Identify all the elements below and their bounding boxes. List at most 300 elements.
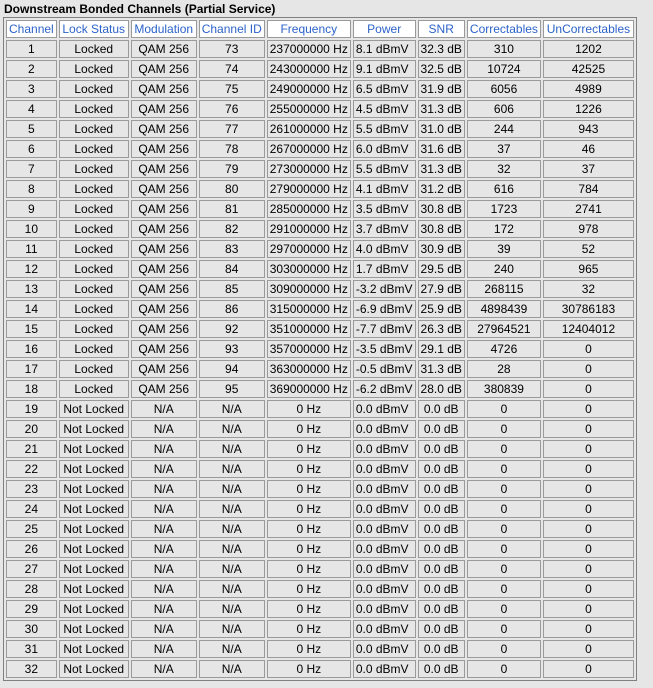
modulation-cell: QAM 256 xyxy=(131,120,197,138)
channel-id-cell: N/A xyxy=(199,420,265,438)
frequency-cell: 279000000 Hz xyxy=(267,180,351,198)
channel-cell: 7 xyxy=(6,160,57,178)
power-cell: 3.5 dBmV xyxy=(353,200,416,218)
uncorrectables-cell: 0 xyxy=(543,400,634,418)
uncorrectables-cell: 0 xyxy=(543,360,634,378)
frequency-cell: 357000000 Hz xyxy=(267,340,351,358)
uncorrectables-cell: 0 xyxy=(543,440,634,458)
table-row xyxy=(6,540,634,558)
channel-cell: 9 xyxy=(6,200,57,218)
correctables-cell: 39 xyxy=(467,240,541,258)
table-row xyxy=(6,380,634,398)
uncorrectables-cell: 32 xyxy=(543,280,634,298)
table-row xyxy=(6,140,634,158)
column-header-snr: SNR xyxy=(418,20,465,38)
correctables-cell: 0 xyxy=(467,420,541,438)
lock-status-cell: Locked xyxy=(59,280,129,298)
correctables-cell: 0 xyxy=(467,560,541,578)
modulation-cell: QAM 256 xyxy=(131,200,197,218)
channel-id-cell: 95 xyxy=(199,380,265,398)
table-row xyxy=(6,80,634,98)
correctables-cell: 606 xyxy=(467,100,541,118)
table-row xyxy=(6,260,634,278)
channel-cell: 3 xyxy=(6,80,57,98)
power-cell: 0.0 dBmV xyxy=(353,560,416,578)
lock-status-cell: Locked xyxy=(59,300,129,318)
uncorrectables-cell: 0 xyxy=(543,380,634,398)
power-cell: 0.0 dBmV xyxy=(353,620,416,638)
power-cell: 1.7 dBmV xyxy=(353,260,416,278)
frequency-cell: 261000000 Hz xyxy=(267,120,351,138)
snr-cell: 30.8 dB xyxy=(418,200,465,218)
lock-status-cell: Locked xyxy=(59,40,129,58)
snr-cell: 32.5 dB xyxy=(418,60,465,78)
lock-status-cell: Not Locked xyxy=(59,620,129,638)
channel-id-cell: 93 xyxy=(199,340,265,358)
snr-cell: 31.3 dB xyxy=(418,160,465,178)
uncorrectables-cell: 4989 xyxy=(543,80,634,98)
lock-status-cell: Locked xyxy=(59,260,129,278)
snr-cell: 0.0 dB xyxy=(418,500,465,518)
channel-id-cell: N/A xyxy=(199,520,265,538)
snr-cell: 0.0 dB xyxy=(418,460,465,478)
lock-status-cell: Locked xyxy=(59,320,129,338)
correctables-cell: 0 xyxy=(467,660,541,678)
table-row xyxy=(6,240,634,258)
frequency-cell: 0 Hz xyxy=(267,600,351,618)
channel-cell: 23 xyxy=(6,480,57,498)
channel-cell: 21 xyxy=(6,440,57,458)
snr-cell: 28.0 dB xyxy=(418,380,465,398)
channel-id-cell: N/A xyxy=(199,580,265,598)
frequency-cell: 0 Hz xyxy=(267,420,351,438)
channel-id-cell: 84 xyxy=(199,260,265,278)
lock-status-cell: Locked xyxy=(59,140,129,158)
correctables-cell: 28 xyxy=(467,360,541,378)
uncorrectables-cell: 12404012 xyxy=(543,320,634,338)
channel-id-cell: 76 xyxy=(199,100,265,118)
correctables-cell: 172 xyxy=(467,220,541,238)
column-header-channel: Channel xyxy=(6,20,57,38)
lock-status-cell: Not Locked xyxy=(59,400,129,418)
table-body xyxy=(6,40,634,678)
modulation-cell: N/A xyxy=(131,500,197,518)
uncorrectables-cell: 0 xyxy=(543,620,634,638)
snr-cell: 29.1 dB xyxy=(418,340,465,358)
correctables-cell: 0 xyxy=(467,480,541,498)
modulation-cell: N/A xyxy=(131,600,197,618)
frequency-cell: 267000000 Hz xyxy=(267,140,351,158)
channel-cell: 1 xyxy=(6,40,57,58)
uncorrectables-cell: 0 xyxy=(543,540,634,558)
power-cell: 4.5 dBmV xyxy=(353,100,416,118)
channel-id-cell: N/A xyxy=(199,660,265,678)
power-cell: -7.7 dBmV xyxy=(353,320,416,338)
lock-status-cell: Locked xyxy=(59,340,129,358)
correctables-cell: 380839 xyxy=(467,380,541,398)
modulation-cell: N/A xyxy=(131,540,197,558)
snr-cell: 32.3 dB xyxy=(418,40,465,58)
channel-cell: 17 xyxy=(6,360,57,378)
correctables-cell: 0 xyxy=(467,640,541,658)
power-cell: 0.0 dBmV xyxy=(353,440,416,458)
lock-status-cell: Locked xyxy=(59,380,129,398)
power-cell: 0.0 dBmV xyxy=(353,420,416,438)
modulation-cell: N/A xyxy=(131,560,197,578)
channel-cell: 28 xyxy=(6,580,57,598)
channel-id-cell: 78 xyxy=(199,140,265,158)
correctables-cell: 32 xyxy=(467,160,541,178)
power-cell: 8.1 dBmV xyxy=(353,40,416,58)
lock-status-cell: Locked xyxy=(59,200,129,218)
channel-id-cell: 79 xyxy=(199,160,265,178)
lock-status-cell: Not Locked xyxy=(59,560,129,578)
frequency-cell: 0 Hz xyxy=(267,620,351,638)
power-cell: -0.5 dBmV xyxy=(353,360,416,378)
table-row xyxy=(6,500,634,518)
power-cell: -6.2 dBmV xyxy=(353,380,416,398)
correctables-cell: 27964521 xyxy=(467,320,541,338)
modulation-cell: QAM 256 xyxy=(131,60,197,78)
table-row xyxy=(6,60,634,78)
snr-cell: 0.0 dB xyxy=(418,440,465,458)
correctables-cell: 0 xyxy=(467,580,541,598)
snr-cell: 0.0 dB xyxy=(418,400,465,418)
table-row xyxy=(6,420,634,438)
modulation-cell: N/A xyxy=(131,420,197,438)
snr-cell: 31.0 dB xyxy=(418,120,465,138)
lock-status-cell: Not Locked xyxy=(59,520,129,538)
channel-id-cell: 86 xyxy=(199,300,265,318)
lock-status-cell: Not Locked xyxy=(59,640,129,658)
correctables-cell: 0 xyxy=(467,460,541,478)
lock-status-cell: Not Locked xyxy=(59,460,129,478)
frequency-cell: 303000000 Hz xyxy=(267,260,351,278)
lock-status-cell: Not Locked xyxy=(59,600,129,618)
channel-id-cell: N/A xyxy=(199,440,265,458)
frequency-cell: 0 Hz xyxy=(267,540,351,558)
frequency-cell: 351000000 Hz xyxy=(267,320,351,338)
power-cell: 5.5 dBmV xyxy=(353,160,416,178)
channel-cell: 13 xyxy=(6,280,57,298)
uncorrectables-cell: 0 xyxy=(543,660,634,678)
correctables-cell: 4726 xyxy=(467,340,541,358)
modulation-cell: N/A xyxy=(131,520,197,538)
channel-id-cell: N/A xyxy=(199,620,265,638)
frequency-cell: 363000000 Hz xyxy=(267,360,351,378)
column-header-modulation: Modulation xyxy=(131,20,197,38)
uncorrectables-cell: 943 xyxy=(543,120,634,138)
uncorrectables-cell: 0 xyxy=(543,600,634,618)
correctables-cell: 240 xyxy=(467,260,541,278)
column-header-frequency: Frequency xyxy=(267,20,351,38)
uncorrectables-cell: 0 xyxy=(543,420,634,438)
frequency-cell: 0 Hz xyxy=(267,500,351,518)
table-row xyxy=(6,560,634,578)
channel-id-cell: 80 xyxy=(199,180,265,198)
table-row xyxy=(6,520,634,538)
correctables-cell: 310 xyxy=(467,40,541,58)
table-row xyxy=(6,580,634,598)
channel-id-cell: N/A xyxy=(199,560,265,578)
table-row xyxy=(6,320,634,338)
frequency-cell: 0 Hz xyxy=(267,640,351,658)
section-title: Downstream Bonded Channels (Partial Service) xyxy=(4,2,276,16)
frequency-cell: 0 Hz xyxy=(267,580,351,598)
channel-id-cell: 75 xyxy=(199,80,265,98)
correctables-cell: 0 xyxy=(467,440,541,458)
channel-id-cell: 83 xyxy=(199,240,265,258)
power-cell: 0.0 dBmV xyxy=(353,540,416,558)
table-row xyxy=(6,340,634,358)
column-header-channel-id: Channel ID xyxy=(199,20,265,38)
uncorrectables-cell: 0 xyxy=(543,480,634,498)
modulation-cell: N/A xyxy=(131,460,197,478)
lock-status-cell: Locked xyxy=(59,160,129,178)
frequency-cell: 273000000 Hz xyxy=(267,160,351,178)
modulation-cell: QAM 256 xyxy=(131,240,197,258)
lock-status-cell: Locked xyxy=(59,60,129,78)
snr-cell: 31.2 dB xyxy=(418,180,465,198)
modulation-cell: N/A xyxy=(131,640,197,658)
table-row xyxy=(6,180,634,198)
uncorrectables-cell: 978 xyxy=(543,220,634,238)
uncorrectables-cell: 1226 xyxy=(543,100,634,118)
power-cell: 5.5 dBmV xyxy=(353,120,416,138)
channel-cell: 18 xyxy=(6,380,57,398)
channel-cell: 6 xyxy=(6,140,57,158)
table-row xyxy=(6,460,634,478)
snr-cell: 30.9 dB xyxy=(418,240,465,258)
power-cell: 0.0 dBmV xyxy=(353,660,416,678)
power-cell: 6.5 dBmV xyxy=(353,80,416,98)
snr-cell: 0.0 dB xyxy=(418,520,465,538)
uncorrectables-cell: 0 xyxy=(543,640,634,658)
frequency-cell: 0 Hz xyxy=(267,400,351,418)
channel-id-cell: 92 xyxy=(199,320,265,338)
frequency-cell: 237000000 Hz xyxy=(267,40,351,58)
uncorrectables-cell: 30786183 xyxy=(543,300,634,318)
frequency-cell: 315000000 Hz xyxy=(267,300,351,318)
power-cell: 0.0 dBmV xyxy=(353,640,416,658)
lock-status-cell: Locked xyxy=(59,120,129,138)
table-row xyxy=(6,400,634,418)
table-row xyxy=(6,620,634,638)
correctables-cell: 0 xyxy=(467,400,541,418)
uncorrectables-cell: 0 xyxy=(543,560,634,578)
correctables-cell: 0 xyxy=(467,600,541,618)
modulation-cell: N/A xyxy=(131,440,197,458)
downstream-channels-table xyxy=(3,17,637,681)
power-cell: 0.0 dBmV xyxy=(353,600,416,618)
modulation-cell: QAM 256 xyxy=(131,160,197,178)
channel-cell: 12 xyxy=(6,260,57,278)
channel-cell: 31 xyxy=(6,640,57,658)
channel-cell: 19 xyxy=(6,400,57,418)
modulation-cell: QAM 256 xyxy=(131,40,197,58)
snr-cell: 27.9 dB xyxy=(418,280,465,298)
snr-cell: 0.0 dB xyxy=(418,480,465,498)
lock-status-cell: Not Locked xyxy=(59,660,129,678)
modulation-cell: N/A xyxy=(131,620,197,638)
correctables-cell: 0 xyxy=(467,500,541,518)
channel-cell: 27 xyxy=(6,560,57,578)
modulation-cell: QAM 256 xyxy=(131,180,197,198)
table-row xyxy=(6,200,634,218)
correctables-cell: 268115 xyxy=(467,280,541,298)
power-cell: 3.7 dBmV xyxy=(353,220,416,238)
channel-id-cell: 73 xyxy=(199,40,265,58)
uncorrectables-cell: 0 xyxy=(543,520,634,538)
channel-cell: 26 xyxy=(6,540,57,558)
lock-status-cell: Locked xyxy=(59,220,129,238)
channel-id-cell: N/A xyxy=(199,400,265,418)
modulation-cell: N/A xyxy=(131,660,197,678)
table-row xyxy=(6,300,634,318)
channel-cell: 4 xyxy=(6,100,57,118)
column-header-uncorrectables: UnCorrectables xyxy=(543,20,634,38)
frequency-cell: 0 Hz xyxy=(267,520,351,538)
correctables-cell: 244 xyxy=(467,120,541,138)
power-cell: 4.1 dBmV xyxy=(353,180,416,198)
channel-id-cell: N/A xyxy=(199,540,265,558)
snr-cell: 31.9 dB xyxy=(418,80,465,98)
table-row xyxy=(6,280,634,298)
lock-status-cell: Locked xyxy=(59,100,129,118)
snr-cell: 29.5 dB xyxy=(418,260,465,278)
channel-cell: 10 xyxy=(6,220,57,238)
channel-id-cell: N/A xyxy=(199,480,265,498)
channel-id-cell: 81 xyxy=(199,200,265,218)
table-row xyxy=(6,100,634,118)
snr-cell: 0.0 dB xyxy=(418,420,465,438)
channel-cell: 14 xyxy=(6,300,57,318)
power-cell: -3.5 dBmV xyxy=(353,340,416,358)
power-cell: 0.0 dBmV xyxy=(353,400,416,418)
table-row xyxy=(6,480,634,498)
snr-cell: 0.0 dB xyxy=(418,560,465,578)
snr-cell: 31.6 dB xyxy=(418,140,465,158)
lock-status-cell: Locked xyxy=(59,360,129,378)
channel-cell: 24 xyxy=(6,500,57,518)
column-header-power: Power xyxy=(353,20,416,38)
channel-id-cell: 82 xyxy=(199,220,265,238)
snr-cell: 26.3 dB xyxy=(418,320,465,338)
table-row xyxy=(6,40,634,58)
table-row xyxy=(6,220,634,238)
channel-id-cell: 77 xyxy=(199,120,265,138)
modulation-cell: QAM 256 xyxy=(131,340,197,358)
table-row xyxy=(6,120,634,138)
modulation-cell: QAM 256 xyxy=(131,320,197,338)
power-cell: 0.0 dBmV xyxy=(353,480,416,498)
power-cell: 4.0 dBmV xyxy=(353,240,416,258)
modulation-cell: QAM 256 xyxy=(131,360,197,378)
correctables-cell: 0 xyxy=(467,520,541,538)
frequency-cell: 255000000 Hz xyxy=(267,100,351,118)
uncorrectables-cell: 2741 xyxy=(543,200,634,218)
frequency-cell: 0 Hz xyxy=(267,460,351,478)
uncorrectables-cell: 1202 xyxy=(543,40,634,58)
modulation-cell: QAM 256 xyxy=(131,220,197,238)
channel-cell: 2 xyxy=(6,60,57,78)
table-row xyxy=(6,660,634,678)
uncorrectables-cell: 784 xyxy=(543,180,634,198)
lock-status-cell: Not Locked xyxy=(59,440,129,458)
uncorrectables-cell: 0 xyxy=(543,340,634,358)
channel-cell: 22 xyxy=(6,460,57,478)
modulation-cell: QAM 256 xyxy=(131,140,197,158)
frequency-cell: 291000000 Hz xyxy=(267,220,351,238)
lock-status-cell: Not Locked xyxy=(59,540,129,558)
modulation-cell: QAM 256 xyxy=(131,100,197,118)
snr-cell: 31.3 dB xyxy=(418,100,465,118)
snr-cell: 30.8 dB xyxy=(418,220,465,238)
uncorrectables-cell: 965 xyxy=(543,260,634,278)
power-cell: -6.9 dBmV xyxy=(353,300,416,318)
snr-cell: 31.3 dB xyxy=(418,360,465,378)
correctables-cell: 4898439 xyxy=(467,300,541,318)
frequency-cell: 309000000 Hz xyxy=(267,280,351,298)
frequency-cell: 0 Hz xyxy=(267,660,351,678)
frequency-cell: 249000000 Hz xyxy=(267,80,351,98)
frequency-cell: 285000000 Hz xyxy=(267,200,351,218)
channel-cell: 25 xyxy=(6,520,57,538)
snr-cell: 0.0 dB xyxy=(418,600,465,618)
channel-id-cell: N/A xyxy=(199,460,265,478)
channel-cell: 8 xyxy=(6,180,57,198)
column-header-correctables: Correctables xyxy=(467,20,541,38)
modulation-cell: N/A xyxy=(131,400,197,418)
frequency-cell: 369000000 Hz xyxy=(267,380,351,398)
channel-cell: 30 xyxy=(6,620,57,638)
modulation-cell: QAM 256 xyxy=(131,300,197,318)
lock-status-cell: Not Locked xyxy=(59,580,129,598)
lock-status-cell: Locked xyxy=(59,180,129,198)
uncorrectables-cell: 46 xyxy=(543,140,634,158)
snr-cell: 0.0 dB xyxy=(418,580,465,598)
power-cell: 9.1 dBmV xyxy=(353,60,416,78)
power-cell: -3.2 dBmV xyxy=(353,280,416,298)
power-cell: 6.0 dBmV xyxy=(353,140,416,158)
uncorrectables-cell: 37 xyxy=(543,160,634,178)
channel-id-cell: 85 xyxy=(199,280,265,298)
correctables-cell: 10724 xyxy=(467,60,541,78)
uncorrectables-cell: 0 xyxy=(543,580,634,598)
modulation-cell: QAM 256 xyxy=(131,80,197,98)
channel-cell: 32 xyxy=(6,660,57,678)
column-header-lock-status: Lock Status xyxy=(59,20,129,38)
channel-cell: 20 xyxy=(6,420,57,438)
table-row xyxy=(6,160,634,178)
lock-status-cell: Not Locked xyxy=(59,480,129,498)
channel-id-cell: 94 xyxy=(199,360,265,378)
channel-cell: 29 xyxy=(6,600,57,618)
uncorrectables-cell: 42525 xyxy=(543,60,634,78)
frequency-cell: 243000000 Hz xyxy=(267,60,351,78)
modulation-cell: N/A xyxy=(131,480,197,498)
correctables-cell: 616 xyxy=(467,180,541,198)
table-header-row xyxy=(6,20,634,38)
lock-status-cell: Locked xyxy=(59,80,129,98)
channel-cell: 15 xyxy=(6,320,57,338)
table-row xyxy=(6,640,634,658)
power-cell: 0.0 dBmV xyxy=(353,580,416,598)
lock-status-cell: Locked xyxy=(59,240,129,258)
frequency-cell: 297000000 Hz xyxy=(267,240,351,258)
lock-status-cell: Not Locked xyxy=(59,500,129,518)
uncorrectables-cell: 52 xyxy=(543,240,634,258)
